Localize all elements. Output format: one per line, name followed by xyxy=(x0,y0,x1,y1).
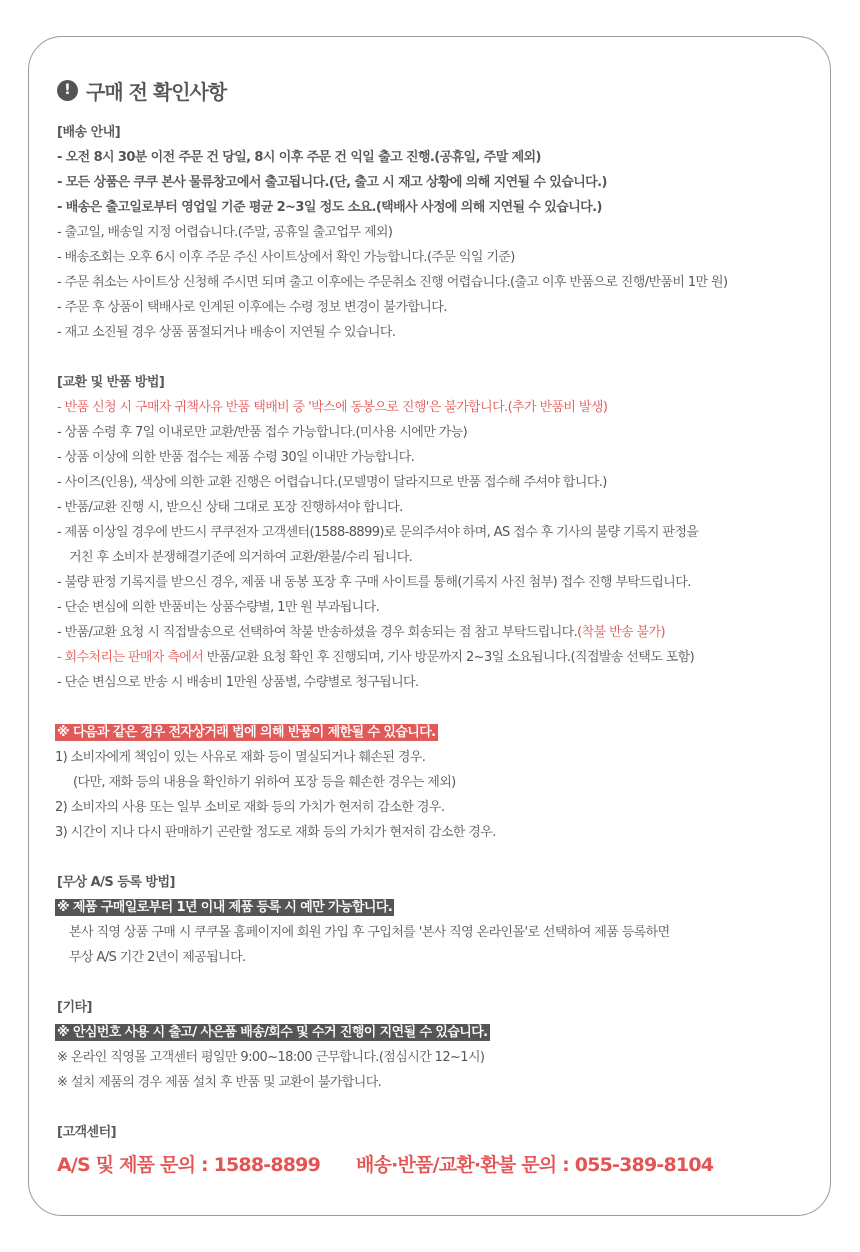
returns-line-text: - 반품/교환 요청 시 직접발송으로 선택하여 착불 반송하셨을 경우 회송되는 점 참고 부탁드립니다. xyxy=(57,625,578,640)
etc-line: ※ 설치 제품의 경우 제품 설치 후 반품 및 교환이 불가합니다. xyxy=(57,1075,382,1090)
returns-line: - 상품 수령 후 7일 이내로만 교환/반품 접수 가능합니다.(미사용 시에만 가능) xyxy=(57,425,468,440)
returns-line: - 사이즈(인용), 색상에 의한 교환 진행은 어렵습니다.(모델명이 달라지므로 반품 접수해 주셔야 합니다.) xyxy=(57,475,607,490)
shipping-line: - 배송조회는 오후 6시 이후 주문 주신 사이트상에서 확인 가능합니다.(주문 익일 기준) xyxy=(57,250,515,265)
returns-line: - 상품 이상에 의한 반품 접수는 제품 수령 30일 이내만 가능합니다. xyxy=(57,450,415,465)
shipping-line: - 주문 취소는 사이트상 신청해 주시면 되며 출고 이후에는 주문취소 진행 어렵습니다.(출고 이후 반품으로 진행/반품비 1만 원) xyxy=(57,275,728,290)
restriction-line: 1) 소비자에게 책임이 있는 사유로 재화 등이 멸실되거나 훼손된 경우. xyxy=(55,750,426,765)
page-title: 구매 전 확인사항 xyxy=(86,80,227,104)
as-heading: [무상 A/S 등록 방법] xyxy=(57,875,175,890)
shipping-heading: [배송 안내] xyxy=(57,125,121,140)
shipping-line: - 주문 후 상품이 택배사로 인계된 이후에는 수령 정보 변경이 불가합니다. xyxy=(57,300,447,315)
shipping-line: - 배송은 출고일로부터 영업일 기준 평균 2~3일 정도 소요.(택배사 사정에 의해 지연될 수 있습니다.) xyxy=(57,200,602,215)
as-highlight-row xyxy=(55,895,827,920)
shipping-line: - 재고 소진될 경우 상품 품절되거나 배송이 지연될 수 있습니다. xyxy=(57,325,396,340)
restriction-line: 2) 소비자의 사용 또는 일부 소비로 재화 등의 가치가 현저히 감소한 경우. xyxy=(55,800,445,815)
returns-line-warning: (착불 반송 불가) xyxy=(577,625,665,640)
shipping-line: - 오전 8시 30분 이전 주문 건 당일, 8시 이후 주문 건 익일 출고 진행.(공휴일, 주말 제외) xyxy=(57,150,541,165)
title-row xyxy=(57,76,226,105)
as-contact: A/S 및 제품 문의 : 1588-8899 xyxy=(57,1154,321,1176)
notice-content xyxy=(57,120,827,1185)
restriction-line: (다만, 재화 등의 내용을 확인하기 위하여 포장 등을 훼손한 경우는 제외) xyxy=(73,775,456,790)
shipping-line: - 모든 상품은 쿠쿠 본사 물류창고에서 출고됩니다.(단, 출고 시 재고 상황에 의해 지연될 수 있습니다.) xyxy=(57,175,607,190)
etc-heading: [기타] xyxy=(57,1000,92,1015)
as-line: 본사 직영 상품 구매 시 쿠쿠몰 홈페이지에 회원 가입 후 구입처를 '본사 직영 온라인몰'로 선택하여 제품 등록하면 xyxy=(69,925,670,940)
as-highlight: ※ 제품 구매일로부터 1년 이내 제품 등록 시 예만 가능합니다. xyxy=(57,900,393,915)
as-line: 무상 A/S 기간 2년이 제공됩니다. xyxy=(69,950,246,965)
returns-line xyxy=(57,620,827,645)
restriction-heading: ※ 다음과 같은 경우 전자상거래 법에 의해 반품이 제한될 수 있습니다. xyxy=(57,725,436,740)
delivery-contact: 배송·반품/교환·환불 문의 : 055-389-8104 xyxy=(356,1154,714,1176)
etc-highlight-row xyxy=(55,1020,827,1045)
customer-center-heading: [고객센터] xyxy=(57,1125,117,1140)
returns-line: - 제품 이상일 경우에 반드시 쿠쿠전자 고객센터(1588-8899)로 문의주셔야 하며, AS 접수 후 기사의 불량 기록지 판정을 xyxy=(57,525,699,540)
returns-line-text: 반품/교환 요청 확인 후 진행되며, 기사 방문까지 2~3일 소요됩니다.(직접발송 선택도 포함) xyxy=(203,650,695,665)
returns-line: - 단순 변심으로 반송 시 배송비 1만원 상품별, 수량별로 청구됩니다. xyxy=(57,675,419,690)
returns-line: - 단순 변심에 의한 반품비는 상품수량별, 1만 원 부과됩니다. xyxy=(57,600,380,615)
returns-line xyxy=(57,645,827,670)
restriction-line: 3) 시간이 지나 다시 판매하기 곤란할 정도로 재화 등의 가치가 현저히 감소한 경우. xyxy=(55,825,496,840)
returns-heading: [교환 및 반품 방법] xyxy=(57,375,165,390)
returns-line: 거친 후 소비자 분쟁해결기준에 의거하여 교환/환불/수리 됩니다. xyxy=(69,550,413,565)
returns-line: - 반품 신청 시 구매자 귀책사유 반품 택배비 중 '박스에 동봉으로 진행'은 불가합니다.(추가 반품비 발생) xyxy=(57,400,608,415)
etc-highlight: ※ 안심번호 사용 시 출고/ 사은품 배송/회수 및 수거 진행이 지연될 수 있습니다. xyxy=(57,1025,488,1040)
returns-line-warning: - 회수처리는 판매자 측에서 xyxy=(57,650,204,665)
etc-line: ※ 온라인 직영몰 고객센터 평일만 9:00~18:00 근무합니다.(점심시간 12~1시) xyxy=(57,1050,485,1065)
exclamation-icon: ! xyxy=(57,80,78,101)
shipping-line: - 출고일, 배송일 지정 어렵습니다.(주말, 공휴일 출고업무 제외) xyxy=(57,225,393,240)
restriction-heading-row xyxy=(55,720,827,745)
returns-line: - 반품/교환 진행 시, 받으신 상태 그대로 포장 진행하셔야 합니다. xyxy=(57,500,403,515)
customer-center-contacts xyxy=(57,1145,827,1185)
returns-line: - 불량 판정 기록지를 받으신 경우, 제품 내 동봉 포장 후 구매 사이트를 통해(기록지 사진 첨부) 접수 진행 부탁드립니다. xyxy=(57,575,691,590)
